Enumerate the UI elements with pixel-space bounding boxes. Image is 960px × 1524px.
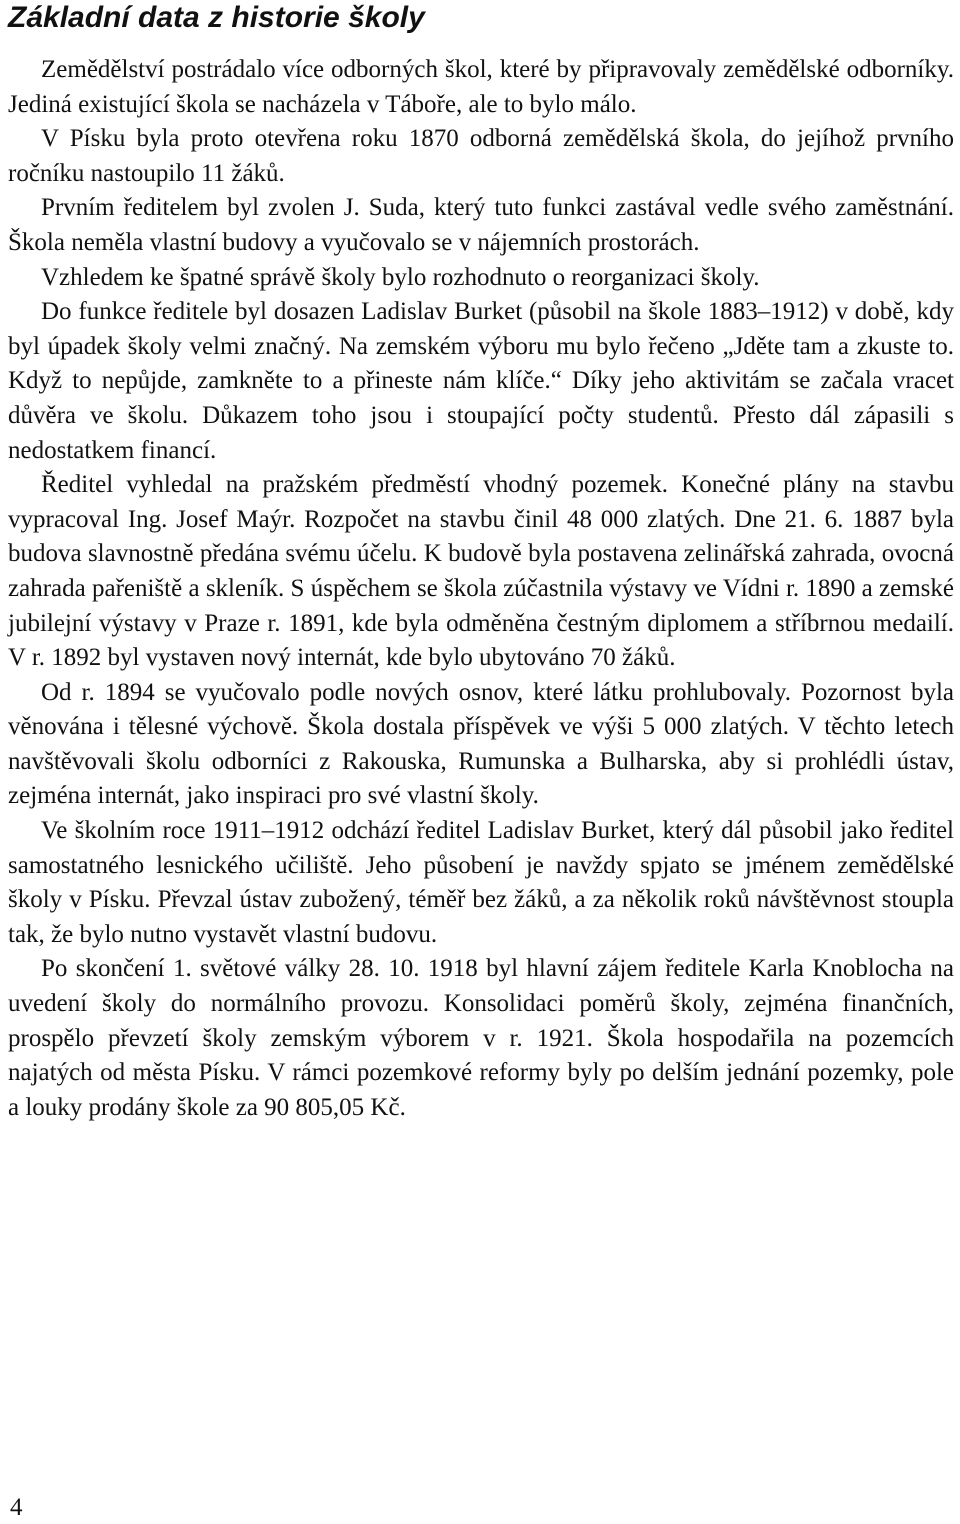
paragraph: V Písku byla proto otevřena roku 1870 odborná zemědělská škola, do jejíhož prvního ročníku nastoupilo 11 žáků. — [8, 125, 954, 187]
paragraph: Po skončení 1. světové války 28. 10. 1918 byl hlavní zájem ředitele Karla Knoblocha na uvedení školy do normálního provozu. Konsolidaci poměrů školy, zejména finančních, prospělo převzetí školy zemským výborem v r. 1921. Škola hospodařila na pozemcích najatých od města Písku. V rámci pozemkové reformy byly po delším jednání pozemky, pole a louky prodány škole za 90 805,05 Kč. — [8, 955, 954, 1121]
page-number: 4 — [10, 1494, 23, 1521]
document-body — [8, 53, 954, 1125]
paragraph: Do funkce ředitele byl dosazen Ladislav Burket (působil na škole 1883–1912) v době, kdy byl úpadek školy velmi značný. Na zemském výboru mu bylo řečeno „Jděte tam a zkuste to. Když to nepůjde, zamkněte to a přineste nám klíče.“ Díky jeho aktivitám se začala vracet důvěra ve školu. Důkazem toho jsou i stoupající počty studentů. Přesto dál zápasili s nedostatkem financí. — [8, 298, 954, 464]
paragraph: Od r. 1894 se vyučovalo podle nových osnov, které látku prohlubovaly. Pozornost byla věnována i tělesné výchově. Škola dostala příspěvek ve výši 5 000 zlatých. V těchto letech navštěvovali školu odborníci z Rakouska, Rumunska a Bulharska, aby si prohlédli ústav, zejména internát, jako inspiraci pro své vlastní školy. — [8, 678, 954, 810]
paragraph: Zemědělství postrádalo více odborných škol, které by připravovaly zemědělské odborníky. Jediná existující škola se nacházela v Táboře, ale to bylo málo. — [8, 56, 954, 118]
document-title: Základní data z historie školy — [8, 1, 425, 34]
paragraph: Prvním ředitelem byl zvolen J. Suda, který tuto funkci zastával vedle svého zaměstnání. Škola neměla vlastní budovy a vyučovalo se v nájemních prostorách. — [8, 194, 954, 256]
paragraph: Ve školním roce 1911–1912 odchází ředitel Ladislav Burket, který dál působil jako ředitel samostatného lesnického učiliště. Jeho působení je navždy spjato se jménem zemědělské školy v Písku. Převzal ústav zubožený, téměř bez žáků, a za několik roků návštěvnost stoupla tak, že bylo nutno vystavět vlastní budovu. — [8, 817, 954, 948]
paragraph: Ředitel vyhledal na pražském předměstí vhodný pozemek. Konečné plány na stavbu vypracoval Ing. Josef Maýr. Rozpočet na stavbu činil 48 000 zlatých. Dne 21. 6. 1887 byla budova slavnostně předána svému účelu. K budově byla postavena zelinářská zahrada, ovocná zahrada pařeniště a skleník. S úspěchem se škola zúčastnila výstavy ve Vídni r. 1890 a zemské jubilejní výstavy v Praze r. 1891, kde byla odměněna čestným diplomem a stříbrnou medailí. V r. 1892 byl vystaven nový internát, kde bylo ubytováno 70 žáků. — [8, 471, 954, 672]
document-page — [8, 0, 954, 1125]
paragraph: Vzhledem ke špatné správě školy bylo rozhodnuto o reorganizaci školy. — [41, 263, 760, 291]
